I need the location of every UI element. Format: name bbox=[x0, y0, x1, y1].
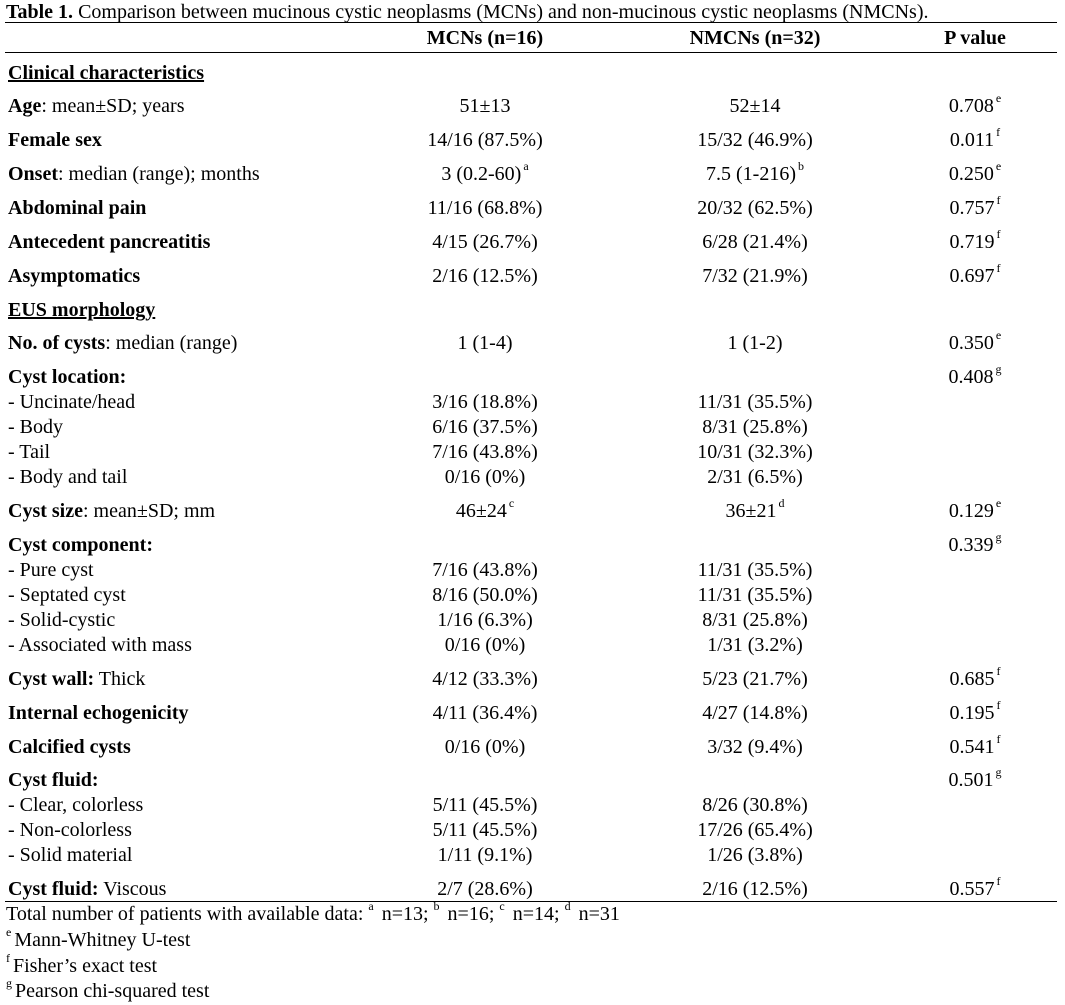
cell-footnote-marker: b bbox=[797, 159, 804, 174]
cell-p-value-text: 0.250 bbox=[948, 163, 994, 185]
table-row bbox=[0, 91, 1065, 119]
footnote-marker: g bbox=[6, 976, 12, 991]
cell-nmcn-value: 1 (1-2) bbox=[727, 332, 783, 354]
sub-label: - Solid material bbox=[8, 844, 133, 866]
section-heading: EUS morphology bbox=[8, 299, 156, 321]
cell-nmcn bbox=[650, 633, 860, 658]
cell-mcn-value: 7/16 (43.8%) bbox=[432, 441, 538, 463]
cell-nmcn bbox=[650, 558, 860, 583]
cell-mcn bbox=[380, 264, 590, 289]
footnote-marker: a bbox=[368, 899, 374, 914]
cell-mcn-value: 1/16 (6.3%) bbox=[437, 609, 533, 631]
cell-p-value bbox=[920, 227, 1030, 255]
cell-p-value bbox=[920, 496, 1030, 524]
cell-mcn bbox=[380, 196, 590, 221]
cell-nmcn bbox=[650, 701, 860, 726]
row-label-bold: Female sex bbox=[8, 129, 102, 151]
cell-mcn-value: 7/16 (43.8%) bbox=[432, 559, 538, 581]
cell-p-value bbox=[920, 698, 1030, 726]
table-row bbox=[0, 193, 1065, 221]
cell-mcn-value: 3 (0.2-60) bbox=[441, 163, 522, 185]
row-label bbox=[8, 298, 155, 323]
row-label-bold: Onset bbox=[8, 163, 58, 185]
cell-nmcn-value: 11/31 (35.5%) bbox=[697, 584, 813, 606]
footnote-text: Pearson chi-squared test bbox=[15, 980, 210, 1002]
table-row bbox=[0, 465, 1065, 490]
cell-mcn-value: 2/16 (12.5%) bbox=[432, 265, 538, 287]
cell-mcn bbox=[380, 558, 590, 583]
cell-nmcn-value: 2/16 (12.5%) bbox=[702, 878, 808, 900]
cell-p-value bbox=[920, 362, 1030, 390]
table-row bbox=[0, 362, 1065, 390]
cell-p-value bbox=[920, 261, 1030, 289]
cell-nmcn-value: 1/26 (3.8%) bbox=[707, 844, 803, 866]
cell-nmcn bbox=[650, 496, 860, 524]
cell-nmcn-value: 2/31 (6.5%) bbox=[707, 466, 803, 488]
cell-footnote-marker: e bbox=[995, 496, 1002, 511]
cell-nmcn bbox=[650, 608, 860, 633]
row-label-rest: Viscous bbox=[98, 878, 167, 900]
cell-mcn bbox=[380, 159, 590, 187]
row-label-rest: : median (range) bbox=[105, 332, 238, 354]
footnote-available-value: n=13; bbox=[376, 903, 434, 925]
header-rule bbox=[5, 52, 1057, 53]
row-label bbox=[8, 768, 99, 793]
cell-mcn-value: 51±13 bbox=[459, 95, 511, 117]
section-row bbox=[0, 61, 1065, 86]
row-label-bold: Internal echogenicity bbox=[8, 702, 189, 724]
cell-mcn bbox=[380, 583, 590, 608]
row-label-bold: Cyst component: bbox=[8, 534, 153, 556]
top-rule bbox=[5, 22, 1057, 23]
cell-footnote-marker: e bbox=[995, 159, 1002, 174]
row-label bbox=[8, 608, 115, 633]
cell-p-value-text: 0.350 bbox=[948, 332, 994, 354]
cell-p-value-text: 0.408 bbox=[948, 366, 994, 388]
row-label bbox=[8, 877, 166, 902]
sub-label: - Associated with mass bbox=[8, 634, 192, 656]
row-label bbox=[8, 196, 146, 221]
cell-p-value-text: 0.541 bbox=[949, 736, 995, 758]
cell-footnote-marker: f bbox=[996, 125, 1001, 140]
row-label-bold: Age bbox=[8, 95, 42, 117]
cell-nmcn bbox=[650, 440, 860, 465]
table-row bbox=[0, 159, 1065, 187]
cell-mcn bbox=[380, 818, 590, 843]
cell-footnote-marker: a bbox=[523, 159, 529, 174]
cell-footnote-marker: g bbox=[995, 362, 1002, 377]
sub-label: - Tail bbox=[8, 441, 51, 463]
footnote-test-e bbox=[6, 925, 191, 951]
table-row bbox=[0, 793, 1065, 818]
cell-nmcn-value: 20/32 (62.5%) bbox=[697, 197, 813, 219]
cell-p-value-text: 0.708 bbox=[948, 95, 994, 117]
row-label bbox=[8, 365, 126, 390]
row-label bbox=[8, 94, 185, 119]
sub-label: - Solid-cystic bbox=[8, 609, 116, 631]
cell-nmcn bbox=[650, 196, 860, 221]
row-label bbox=[8, 390, 135, 415]
cell-nmcn-value: 5/23 (21.7%) bbox=[702, 668, 808, 690]
footnote-available-value: n=31 bbox=[573, 903, 620, 925]
cell-p-value bbox=[920, 159, 1030, 187]
row-label-rest: Thick bbox=[94, 668, 146, 690]
row-label bbox=[8, 331, 237, 356]
header-nmcn: NMCNs (n=32) bbox=[689, 27, 821, 49]
cell-mcn-value: 0/16 (0%) bbox=[444, 466, 526, 488]
cell-p-value-text: 0.195 bbox=[949, 702, 995, 724]
table-row bbox=[0, 440, 1065, 465]
cell-mcn-value: 5/11 (45.5%) bbox=[432, 819, 538, 841]
table-row bbox=[0, 530, 1065, 558]
sub-label: - Pure cyst bbox=[8, 559, 94, 581]
header-mcn: MCNs (n=16) bbox=[426, 27, 544, 49]
cell-mcn-value: 8/16 (50.0%) bbox=[432, 584, 538, 606]
cell-nmcn bbox=[650, 818, 860, 843]
row-label bbox=[8, 583, 126, 608]
footnote-marker: b bbox=[433, 899, 440, 914]
cell-p-value-text: 0.685 bbox=[949, 668, 995, 690]
cell-mcn-value: 2/7 (28.6%) bbox=[437, 878, 533, 900]
row-label-bold: Cyst fluid: bbox=[8, 878, 99, 900]
section-heading: Clinical characteristics bbox=[8, 62, 205, 84]
cell-footnote-marker: f bbox=[996, 698, 1001, 713]
footnote-available-list bbox=[368, 899, 620, 925]
cell-mcn bbox=[380, 793, 590, 818]
row-label bbox=[8, 533, 153, 558]
cell-nmcn-value: 7/32 (21.9%) bbox=[702, 265, 808, 287]
row-label bbox=[8, 818, 132, 843]
sub-label: - Body bbox=[8, 416, 63, 438]
footnote-available-value: n=14; bbox=[507, 903, 565, 925]
footnote-marker: e bbox=[6, 925, 12, 940]
cell-nmcn bbox=[650, 230, 860, 255]
table-row bbox=[0, 583, 1065, 608]
cell-p-value-text: 0.339 bbox=[948, 534, 994, 556]
row-label bbox=[8, 415, 63, 440]
row-label-bold: Abdominal pain bbox=[8, 197, 147, 219]
footnote-marker: c bbox=[499, 899, 505, 914]
table-row bbox=[0, 227, 1065, 255]
footnote-test-f bbox=[6, 951, 158, 977]
cell-nmcn bbox=[650, 128, 860, 153]
cell-footnote-marker: f bbox=[996, 227, 1001, 242]
cell-mcn-value: 3/16 (18.8%) bbox=[432, 391, 538, 413]
cell-p-value-text: 0.011 bbox=[949, 129, 995, 151]
cell-nmcn-value: 7.5 (1-216) bbox=[706, 163, 796, 185]
footnote-test-g bbox=[6, 976, 210, 1002]
row-label-bold: Asymptomatics bbox=[8, 265, 141, 287]
cell-mcn bbox=[380, 440, 590, 465]
sub-label: - Septated cyst bbox=[8, 584, 126, 606]
row-label-rest: : median (range); months bbox=[58, 163, 260, 185]
table-row bbox=[0, 765, 1065, 793]
cell-footnote-marker: f bbox=[996, 261, 1001, 276]
row-label bbox=[8, 793, 143, 818]
cell-p-value-text: 0.557 bbox=[949, 878, 995, 900]
row-label bbox=[8, 667, 145, 692]
cell-mcn bbox=[380, 877, 590, 902]
cell-nmcn bbox=[650, 331, 860, 356]
row-label-bold: Cyst wall: bbox=[8, 668, 95, 690]
sub-label: - Clear, colorless bbox=[8, 794, 144, 816]
row-label bbox=[8, 735, 131, 760]
footnote-available-data bbox=[6, 899, 620, 925]
footnote-marker: d bbox=[564, 899, 571, 914]
cell-p-value bbox=[920, 874, 1030, 902]
table-row bbox=[0, 698, 1065, 726]
cell-footnote-marker: g bbox=[995, 530, 1002, 545]
cell-nmcn-value: 6/28 (21.4%) bbox=[702, 231, 808, 253]
cell-nmcn-value: 11/31 (35.5%) bbox=[697, 559, 813, 581]
cell-p-value-text: 0.757 bbox=[949, 197, 995, 219]
row-label bbox=[8, 162, 260, 187]
cell-nmcn-value: 3/32 (9.4%) bbox=[707, 736, 803, 758]
sub-label: - Body and tail bbox=[8, 466, 128, 488]
table-row bbox=[0, 390, 1065, 415]
cell-p-value bbox=[920, 530, 1030, 558]
cell-mcn-value: 1 (1-4) bbox=[457, 332, 513, 354]
row-label bbox=[8, 61, 204, 86]
cell-mcn bbox=[380, 94, 590, 119]
table-row bbox=[0, 261, 1065, 289]
cell-footnote-marker: g bbox=[995, 765, 1002, 780]
cell-nmcn-value: 36±21 bbox=[725, 500, 777, 522]
cell-mcn bbox=[380, 390, 590, 415]
row-label bbox=[8, 843, 132, 868]
table-row bbox=[0, 608, 1065, 633]
footnote-text: Fisher’s exact test bbox=[13, 955, 158, 977]
cell-mcn-value: 1/11 (9.1%) bbox=[437, 844, 533, 866]
cell-nmcn-value: 10/31 (32.3%) bbox=[697, 441, 813, 463]
table-row bbox=[0, 633, 1065, 658]
cell-mcn bbox=[380, 496, 590, 524]
cell-p-value bbox=[920, 328, 1030, 356]
cell-nmcn bbox=[650, 264, 860, 289]
table-row bbox=[0, 558, 1065, 583]
footnote-marker: f bbox=[6, 951, 10, 966]
table-caption-label: Table 1. bbox=[6, 1, 74, 23]
row-label-bold: Calcified cysts bbox=[8, 736, 131, 758]
table-caption-text: Comparison between mucinous cystic neoplasms (MCNs) and non-mucinous cystic neoplasms (NMCNs). bbox=[73, 1, 929, 23]
footnote-available-value: n=16; bbox=[442, 903, 500, 925]
row-label-rest: : mean±SD; years bbox=[41, 95, 185, 117]
row-label-bold: Cyst location: bbox=[8, 366, 127, 388]
row-label bbox=[8, 230, 210, 255]
bottom-rule bbox=[5, 901, 1057, 902]
cell-mcn bbox=[380, 735, 590, 760]
cell-mcn bbox=[380, 230, 590, 255]
row-label bbox=[8, 633, 192, 658]
cell-mcn-value: 0/16 (0%) bbox=[444, 634, 526, 656]
cell-p-value bbox=[920, 91, 1030, 119]
row-label bbox=[8, 499, 215, 524]
cell-nmcn bbox=[650, 843, 860, 868]
cell-mcn bbox=[380, 667, 590, 692]
row-label bbox=[8, 128, 102, 153]
cell-footnote-marker: c bbox=[508, 496, 515, 511]
cell-nmcn bbox=[650, 877, 860, 902]
cell-mcn-value: 0/16 (0%) bbox=[444, 736, 526, 758]
cell-footnote-marker: f bbox=[996, 664, 1001, 679]
table-row bbox=[0, 732, 1065, 760]
cell-nmcn-value: 15/32 (46.9%) bbox=[697, 129, 813, 151]
cell-nmcn-value: 52±14 bbox=[729, 95, 781, 117]
sub-label: - Non-colorless bbox=[8, 819, 132, 841]
table-row bbox=[0, 664, 1065, 692]
table-row bbox=[0, 415, 1065, 440]
row-label bbox=[8, 264, 140, 289]
cell-nmcn bbox=[650, 465, 860, 490]
cell-nmcn bbox=[650, 390, 860, 415]
cell-footnote-marker: f bbox=[996, 732, 1001, 747]
cell-footnote-marker: f bbox=[996, 193, 1001, 208]
cell-footnote-marker: d bbox=[778, 496, 785, 511]
cell-nmcn bbox=[650, 415, 860, 440]
cell-p-value-text: 0.697 bbox=[949, 265, 995, 287]
table-row bbox=[0, 125, 1065, 153]
row-label-bold: Antecedent pancreatitis bbox=[8, 231, 211, 253]
cell-nmcn-value: 8/26 (30.8%) bbox=[702, 794, 808, 816]
row-label-bold: Cyst size bbox=[8, 500, 83, 522]
cell-mcn bbox=[380, 701, 590, 726]
row-label bbox=[8, 465, 127, 490]
table-row bbox=[0, 328, 1065, 356]
cell-nmcn bbox=[650, 667, 860, 692]
table-row bbox=[0, 843, 1065, 868]
row-label-rest: : mean±SD; mm bbox=[82, 500, 216, 522]
section-row bbox=[0, 298, 1065, 323]
table-caption bbox=[6, 1, 929, 23]
footnote-available-prefix: Total number of patients with available data: bbox=[6, 903, 369, 925]
cell-mcn bbox=[380, 465, 590, 490]
cell-nmcn bbox=[650, 583, 860, 608]
cell-footnote-marker: f bbox=[996, 874, 1001, 889]
table-row bbox=[0, 818, 1065, 843]
cell-p-value bbox=[920, 664, 1030, 692]
cell-p-value bbox=[920, 732, 1030, 760]
cell-nmcn bbox=[650, 793, 860, 818]
row-label bbox=[8, 701, 189, 726]
cell-nmcn-value: 1/31 (3.2%) bbox=[707, 634, 803, 656]
cell-mcn bbox=[380, 633, 590, 658]
cell-mcn-value: 14/16 (87.5%) bbox=[427, 129, 543, 151]
cell-nmcn-value: 8/31 (25.8%) bbox=[702, 416, 808, 438]
row-label bbox=[8, 440, 50, 465]
cell-nmcn bbox=[650, 159, 860, 187]
row-label-bold: Cyst fluid: bbox=[8, 769, 99, 791]
cell-mcn-value: 4/15 (26.7%) bbox=[432, 231, 538, 253]
cell-mcn bbox=[380, 608, 590, 633]
cell-mcn bbox=[380, 331, 590, 356]
cell-mcn-value: 46±24 bbox=[455, 500, 507, 522]
cell-p-value bbox=[920, 193, 1030, 221]
cell-mcn-value: 4/11 (36.4%) bbox=[432, 702, 538, 724]
cell-mcn-value: 11/16 (68.8%) bbox=[427, 197, 543, 219]
cell-p-value bbox=[920, 125, 1030, 153]
cell-nmcn bbox=[650, 735, 860, 760]
cell-nmcn bbox=[650, 94, 860, 119]
header-p-value: P value bbox=[944, 27, 1006, 49]
cell-mcn-value: 4/12 (33.3%) bbox=[432, 668, 538, 690]
table-row bbox=[0, 874, 1065, 902]
cell-nmcn-value: 4/27 (14.8%) bbox=[702, 702, 808, 724]
cell-nmcn-value: 8/31 (25.8%) bbox=[702, 609, 808, 631]
cell-p-value-text: 0.129 bbox=[948, 500, 994, 522]
cell-nmcn-value: 17/26 (65.4%) bbox=[697, 819, 813, 841]
row-label-bold: No. of cysts bbox=[8, 332, 106, 354]
cell-mcn bbox=[380, 128, 590, 153]
cell-mcn bbox=[380, 843, 590, 868]
cell-nmcn-value: 11/31 (35.5%) bbox=[697, 391, 813, 413]
row-label bbox=[8, 558, 94, 583]
cell-mcn-value: 6/16 (37.5%) bbox=[432, 416, 538, 438]
cell-footnote-marker: e bbox=[995, 91, 1002, 106]
footnote-text: Mann-Whitney U-test bbox=[14, 929, 191, 951]
cell-p-value bbox=[920, 765, 1030, 793]
cell-mcn-value: 5/11 (45.5%) bbox=[432, 794, 538, 816]
sub-label: - Uncinate/head bbox=[8, 391, 136, 413]
cell-p-value-text: 0.719 bbox=[949, 231, 995, 253]
table-row bbox=[0, 496, 1065, 524]
cell-p-value-text: 0.501 bbox=[948, 769, 994, 791]
cell-footnote-marker: e bbox=[995, 328, 1002, 343]
cell-mcn bbox=[380, 415, 590, 440]
